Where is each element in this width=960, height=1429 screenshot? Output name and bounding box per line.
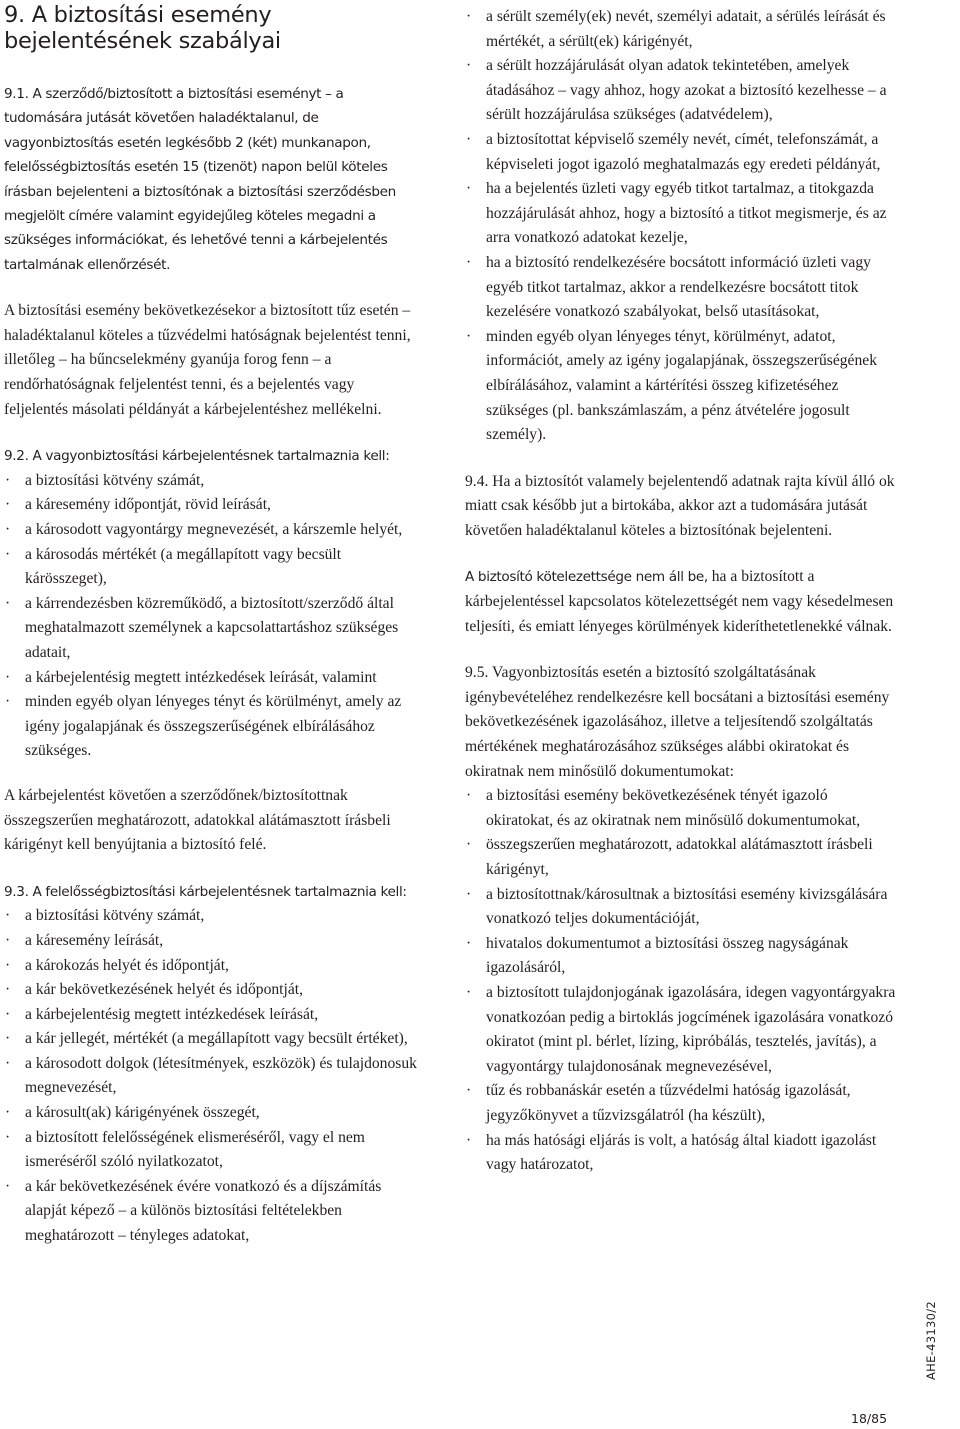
page-number: 18/85: [851, 1411, 888, 1426]
spacer: [465, 448, 897, 470]
list-item-text: a károsodott dolgok (létesítmények, eszközök) és tulajdonosuk megnevezését,: [25, 1054, 417, 1097]
list-item: [465, 932, 897, 981]
bullet-icon: ·: [5, 1104, 11, 1122]
list-item-text: hivatalos dokumentumot a biztosítási összeg nagyságának igazolásáról,: [486, 934, 849, 977]
bullet-icon: ·: [5, 931, 11, 949]
list-item-text: a biztosítottnak/károsultnak a biztosítási esemény kivizsgálására vonatkozó teljes dokumentációját,: [486, 885, 888, 928]
spacer: [4, 858, 422, 880]
section-9-1-text: 9.1. A szerződő/biztosított a biztosítási eseményt – a tudomására jutását követően haladéktalanul, de vagyonbiztosítás esetén legkésőbb 2 (két) munkanapon, felelősségbiztosítás esetén 15 (tizenöt) napon belül köteles írásban bejelenteni a biztosítónak a biztosítási szerződésben megjelölt címére valamint egyidejűleg köteles megadni a szükséges információkat, és lehetővé tenni a kárbejelentés tartalmának ellenőrzését.: [4, 86, 396, 273]
right-column: [465, 0, 897, 1178]
list-item: [4, 666, 422, 691]
bullet-icon: ·: [466, 934, 472, 952]
list-item-text: a káresemény időpontját, rövid leírását,: [25, 496, 271, 514]
list-item-text: a károkozás helyét és időpontját,: [25, 956, 229, 974]
fire-report-text: A biztosítási esemény bekövetkezésekor a biztosított tűz esetén – haladéktalanul köteles a tűzvédelmi hatóságnak bejelentést tenni, illetőleg – ha bűncselekmény gyanúja forog fenn – a rendőrhatóságnak feljelentést tenni, és a bejelentés vagy feljelentés másolati példányát a kárbejelentéshez mellékelni.: [4, 302, 411, 418]
list-item-text: a károsult(ak) kárigényének összegét,: [25, 1104, 260, 1122]
bullet-icon: ·: [466, 130, 472, 148]
list-item-text: ha a biztosító rendelkezésére bocsátott információ üzleti vagy egyéb titkot tartalmaz, akkor a rendelkezésre bocsátott titok kezelésére vonatkozó szabályokat, belső utasításokat,: [486, 253, 871, 321]
list-item-text: ha a bejelentés üzleti vagy egyéb titkot tartalmaz, a titokgazda hozzájárulását ahhoz, hogy a biztosító a titkot megismerje, és az arra vonatkozó adatokat kezelje,: [486, 180, 887, 247]
bullet-icon: ·: [5, 1177, 11, 1195]
list-item-text: minden egyéb olyan lényeges tényt, körülményt, adatot, információt, amely az igény jogalapjának, összegszerűségének elbírálásához, valamint a kártérítési összeg kifizetéséhez szükséges (pl. bankszámlaszám, a pénz átvételére jogosult személy).: [486, 327, 877, 444]
list-item: [4, 978, 422, 1003]
spacer: [465, 639, 897, 661]
bullet-icon: ·: [466, 8, 472, 25]
spacer: [465, 543, 897, 565]
spacer: [4, 277, 422, 299]
bullet-icon: ·: [466, 253, 472, 271]
bullet-icon: ·: [5, 1005, 11, 1023]
list-item: [465, 784, 897, 833]
list-item: [465, 177, 897, 251]
list-item: [4, 1101, 422, 1126]
bullet-icon: ·: [5, 693, 11, 711]
spacer: [4, 54, 422, 82]
list-item-text: a biztosítási kötvény számát,: [25, 471, 205, 489]
list-item-text: összegszerűen meghatározott, adatokkal alátámasztott írásbeli kárigényt,: [486, 836, 873, 878]
list-item-text: a károsodott vagyontárgy megnevezését, a kárszemle helyét,: [25, 521, 403, 538]
bullet-icon: ·: [5, 1128, 11, 1146]
list-item: [465, 251, 897, 325]
bullet-icon: ·: [5, 496, 11, 514]
section-9-3-list: [4, 904, 422, 1248]
list-item: [465, 833, 897, 882]
list-item: [465, 128, 897, 177]
list-item: [4, 954, 422, 979]
list-item-text: a biztosítási kötvény számát,: [25, 907, 205, 925]
list-item-text: a biztosított tulajdonjogának igazolására, idegen vagyontárgyakra vonatkozóan pedig a birtoklás jogcímének igazolására vonatkozó okiratot (mint pl. bérlet, lízing, kipróbálás, tesztelés, javítás), a vagyontárgy tulajdonosának megnevezésével,: [486, 983, 896, 1075]
insurer-obligation-text: [465, 565, 897, 639]
list-item: [4, 493, 422, 518]
bullet-icon: ·: [5, 907, 11, 925]
bullet-icon: ·: [466, 57, 472, 75]
list-item-text: a károsodás mértékét (a megállapított vagy becsült kárösszeget),: [25, 545, 342, 588]
bullet-icon: ·: [5, 956, 11, 974]
list-item-text: ha más hatósági eljárás is volt, a hatóság által kiadott igazolást vagy határozatot,: [486, 1131, 877, 1174]
section-9-2-list: [4, 469, 422, 764]
list-item: [465, 883, 897, 932]
bullet-icon: ·: [466, 983, 472, 1001]
spacer: [4, 422, 422, 444]
list-item: [465, 1079, 897, 1128]
list-item-text: a kárbejelentésig megtett intézkedések leírását,: [25, 1005, 319, 1023]
spacer: [4, 764, 422, 784]
list-item: [4, 1175, 422, 1249]
list-item-text: a biztosított felelősségének elismeréséről, vagy el nem ismeréséről szóló nyilatkozatot,: [25, 1128, 365, 1171]
section-9-3-heading: 9.3. A felelősségbiztosítási kárbejelentésnek tartalmaznia kell:: [4, 883, 407, 900]
list-item: [4, 1052, 422, 1101]
bullet-icon: ·: [466, 1082, 472, 1100]
list-item: [465, 325, 897, 448]
left-column: [4, 0, 422, 1249]
list-item-text: a káresemény leírását,: [25, 931, 164, 949]
list-item-text: a sérült személy(ek) nevét, személyi adatait, a sérülés leírását és mértékét, a sérült(ek) kárigényét,: [486, 8, 886, 50]
bullet-icon: ·: [5, 1054, 11, 1072]
list-item: [465, 54, 897, 128]
bullet-icon: ·: [466, 787, 472, 805]
list-item: [4, 518, 422, 543]
list-item: [465, 5, 897, 54]
list-item-text: a kárbejelentésig megtett intézkedések leírását, valamint: [25, 668, 377, 686]
bullet-icon: ·: [466, 327, 472, 345]
section-9-3-list-continued: [465, 5, 897, 448]
list-item: [4, 1126, 422, 1175]
list-item: [4, 690, 422, 764]
list-item-text: minden egyéb olyan lényeges tényt és körülményt, amely az igény jogalapjának és összegszerűségének elbírálásához szükséges.: [25, 693, 402, 760]
list-item-text: a kár bekövetkezésének évére vonatkozó és a díjszámítás alapját képező – a különös biztosítási feltételekben meghatározott – tényleges adatokat,: [25, 1177, 382, 1245]
list-item: [4, 592, 422, 666]
bullet-icon: ·: [466, 1131, 472, 1149]
list-item-text: a biztosítási esemény bekövetkezésének tényét igazoló okiratokat, és az okiratnak nem minősülő dokumentumokat,: [486, 787, 861, 829]
document-code: AHE-43130/2: [924, 1300, 938, 1380]
list-item-text: tűz és robbanáskár esetén a tűzvédelmi hatóság igazolását, jegyzőkönyvet a tűzvizsgálatról (ha készült),: [486, 1082, 851, 1124]
section-9-2-heading: 9.2. A vagyonbiztosítási kárbejelentésnek tartalmaznia kell:: [4, 448, 390, 465]
bullet-icon: ·: [466, 885, 472, 903]
list-item: [4, 469, 422, 494]
claim-submission-text: A kárbejelentést követően a szerződőnek/biztosítottnak összegszerűen meghatározott, adatokkal alátámasztott írásbeli kárigényt kell benyújtania a biztosító felé.: [4, 786, 391, 854]
list-item: [4, 1003, 422, 1028]
list-item: [4, 1027, 422, 1052]
bullet-icon: ·: [5, 594, 11, 612]
insurer-obligation-rest: ha a biztosított a kárbejelentéssel kapcsolatos kötelezettségét nem vagy késedelmesen teljesíti, és emiatt lényeges körülmények kideríthetetlenekké válnak.: [465, 568, 894, 635]
list-item-text: a biztosítottat képviselő személy nevét, címét, telefonszámát, a képviseleti jogot igazoló meghatalmazás egy eredeti példányát,: [486, 130, 881, 173]
bullet-icon: ·: [5, 981, 11, 999]
bullet-icon: ·: [5, 471, 11, 489]
list-item: [465, 1129, 897, 1178]
list-item-text: a kár bekövetkezésének helyét és időpontját,: [25, 981, 303, 999]
list-item-text: a sérült hozzájárulását olyan adatok tekintetében, amelyek átadásához – vagy ahhoz, hogy azokat a biztosító kezelhesse – a sérült hozzájárulása szükséges (adatvédelem),: [486, 57, 887, 124]
bullet-icon: ·: [466, 180, 472, 198]
bullet-icon: ·: [5, 668, 11, 686]
section-9-5-list: [465, 784, 897, 1178]
list-item-text: a kár jellegét, mértékét (a megállapított vagy becsült értéket),: [25, 1030, 408, 1048]
bullet-icon: ·: [5, 521, 11, 538]
list-item: [4, 929, 422, 954]
bullet-icon: ·: [5, 1030, 11, 1048]
bullet-icon: ·: [466, 836, 472, 854]
bullet-icon: ·: [5, 545, 11, 563]
list-item-text: a kárrendezésben közreműködő, a biztosított/szerződő által meghatalmazott személynek a kapcsolattartáshoz szükséges adatait,: [25, 594, 399, 661]
section-9-4-text: 9.4. Ha a biztosítót valamely bejelentendő adatnak rajta kívül álló ok miatt csak később jut a birtokába, akkor azt a tudomására jutását követően haladéktalanul köteles a biztosítónak bejelenteni.: [465, 472, 895, 539]
page-title: 9. A biztosítási esemény bejelentésének szabályai: [4, 2, 281, 54]
list-item: [4, 904, 422, 929]
list-item: [4, 543, 422, 592]
insurer-obligation-lead: A biztosító kötelezettsége nem áll be,: [465, 569, 708, 586]
list-item: [465, 981, 897, 1079]
section-9-5-text: 9.5. Vagyonbiztosítás esetén a biztosító szolgáltatásának igénybevételéhez rendelkezésre kell bocsátani a biztosítási esemény bekövetkezésének igazolásához, illetve a teljesítendő szolgáltatás mértékének meghatározásához szükséges alábbi okiratokat és okiratnak nem minősülő dokumentumokat:: [465, 664, 890, 780]
